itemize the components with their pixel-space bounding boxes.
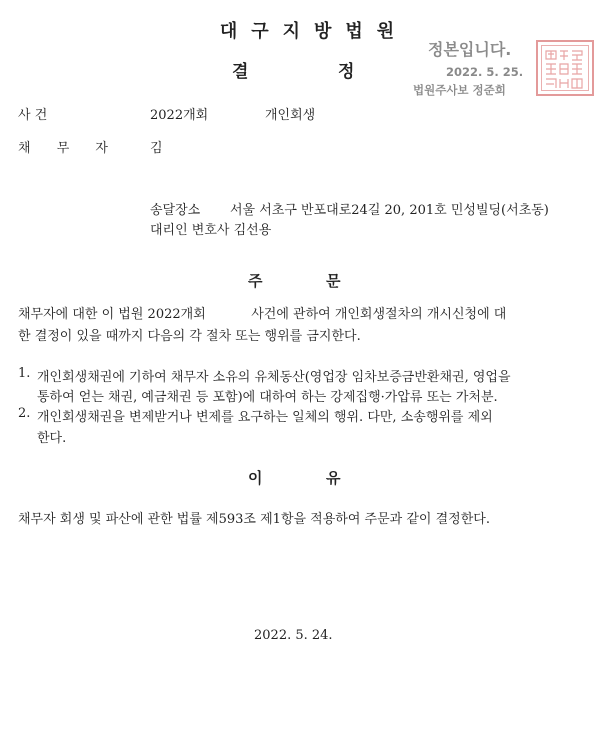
- doc-type-left: 결: [232, 62, 249, 82]
- decision-date: 2022. 5. 24.: [254, 628, 333, 643]
- case-name: 개인회생: [265, 108, 316, 123]
- order-item-2-line2: 한다.: [37, 431, 67, 446]
- order-item-1-line1: 개인회생채권에 기하여 채무자 소유의 유체동산(영업장 임차보증금반환채권, 영업을: [37, 370, 511, 385]
- reason-heading-left: 이: [248, 469, 263, 487]
- court-name: 대구지방법원: [219, 21, 409, 42]
- case-number: 2022개회: [150, 108, 209, 123]
- certification-date: 2022. 5. 25.: [446, 65, 524, 79]
- legal-agent: 대리인 변호사 김선용: [150, 223, 272, 238]
- service-address: 서울 서초구 반포대로24길 20, 201호 민성빌딩(서초동): [230, 203, 549, 218]
- order-heading-left: 주: [248, 272, 263, 290]
- case-label: 사 건: [18, 108, 48, 123]
- doc-type-right: 정: [338, 62, 355, 82]
- order-intro-line1: 채무자에 대한 이 법원 2022개회 사건에 관하여 개인회생절차의 개시신청에 대: [18, 307, 507, 322]
- order-heading-right: 문: [326, 272, 341, 290]
- reason-heading-right: 유: [326, 469, 341, 487]
- debtor-label: 채 무 자: [18, 141, 119, 156]
- order-intro-line2: 한 결정이 있을 때까지 다음의 각 절차 또는 행위를 금지한다.: [18, 329, 361, 344]
- order-item-1-line2: 통하여 얻는 채권, 예금채권 등 포함)에 대하여 하는 강제집행·가압류 또는 가처분.: [37, 390, 498, 405]
- court-seal-icon: [536, 40, 594, 96]
- certification-clerk: 법원주사보 정준희: [413, 83, 506, 97]
- reason-text: 채무자 회생 및 파산에 관한 법률 제593조 제1항을 적용하여 주문과 같이 결정한다.: [18, 512, 490, 527]
- certification-text: 정본입니다.: [428, 40, 512, 59]
- order-item-1-number: 1.: [18, 366, 31, 381]
- order-item-2-number: 2.: [18, 406, 31, 421]
- debtor-name: 김: [150, 141, 163, 156]
- order-item-2-line1: 개인회생채권을 변제받거나 변제를 요구하는 일체의 행위. 다만, 소송행위를 제외: [37, 410, 493, 425]
- address-label: 송달장소: [150, 203, 201, 218]
